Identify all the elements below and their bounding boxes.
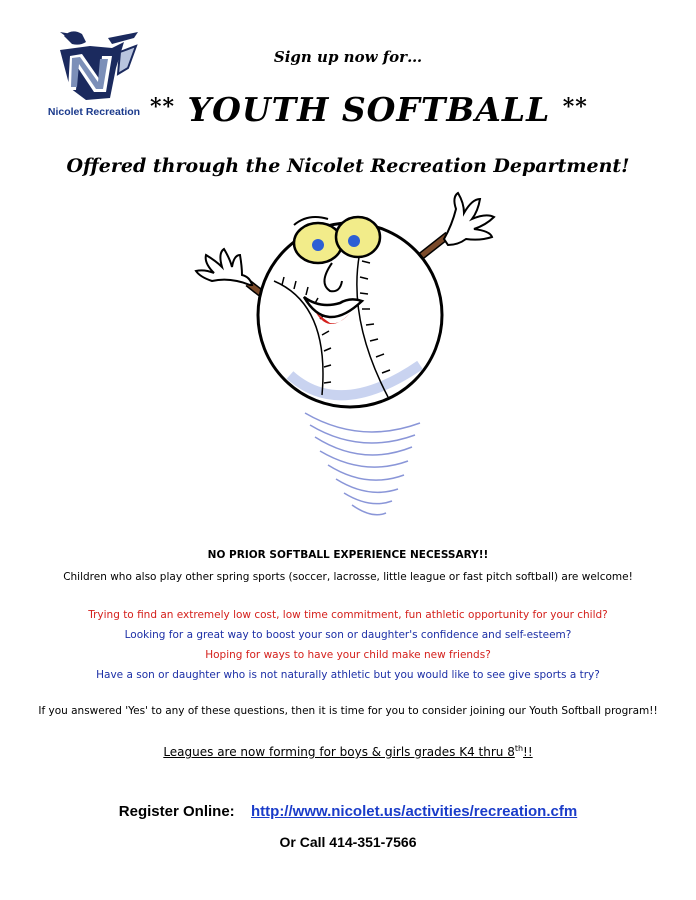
leagues-line — [0, 744, 696, 759]
welcome-line: Children who also play other spring sports (soccer, lacrosse, little league or fast pitch softball) are welcome! — [63, 571, 633, 583]
question-3: Hoping for ways to have your child make new friends? — [205, 649, 491, 661]
page-title — [150, 90, 588, 129]
register-label: Register Online: — [118, 803, 235, 820]
leagues-superscript: th — [514, 744, 524, 753]
call-line: Or Call 414-351-7566 — [279, 834, 417, 850]
motion-lines — [305, 413, 420, 515]
question-2: Looking for a great way to boost your son or daughter's confidence and self-esteem? — [124, 629, 572, 641]
question-1: Trying to find an extremely low cost, low time commitment, fun athletic opportunity for your child? — [88, 609, 608, 621]
title-stars-left: ** — [150, 94, 176, 120]
knight-shield-icon — [42, 28, 146, 108]
nicolet-logo — [42, 28, 146, 123]
softball-mascot-image — [190, 185, 520, 530]
signup-heading: Sign up now for… — [273, 48, 423, 66]
register-link[interactable]: http://www.nicolet.us/activities/recreation.cfm — [251, 803, 578, 820]
title-text: YOUTH SOFTBALL — [187, 90, 551, 129]
title-stars-right: ** — [562, 94, 588, 120]
register-line — [0, 803, 696, 820]
leagues-text: Leagues are now forming for boys & girls grades K4 thru 8 — [163, 745, 515, 759]
logo-caption: Nicolet Recreation — [47, 106, 141, 118]
offered-subtitle: Offered through the Nicolet Recreation Department! — [66, 155, 630, 177]
answered-yes-line: If you answered 'Yes' to any of these questions, then it is time for you to consider joining our Youth Softball program!! — [38, 705, 658, 717]
no-experience-line: NO PRIOR SOFTBALL EXPERIENCE NECESSARY!! — [207, 549, 489, 561]
question-4: Have a son or daughter who is not naturally athletic but you would like to see give sports a try? — [96, 669, 600, 681]
leagues-exclaim: !! — [523, 745, 533, 759]
